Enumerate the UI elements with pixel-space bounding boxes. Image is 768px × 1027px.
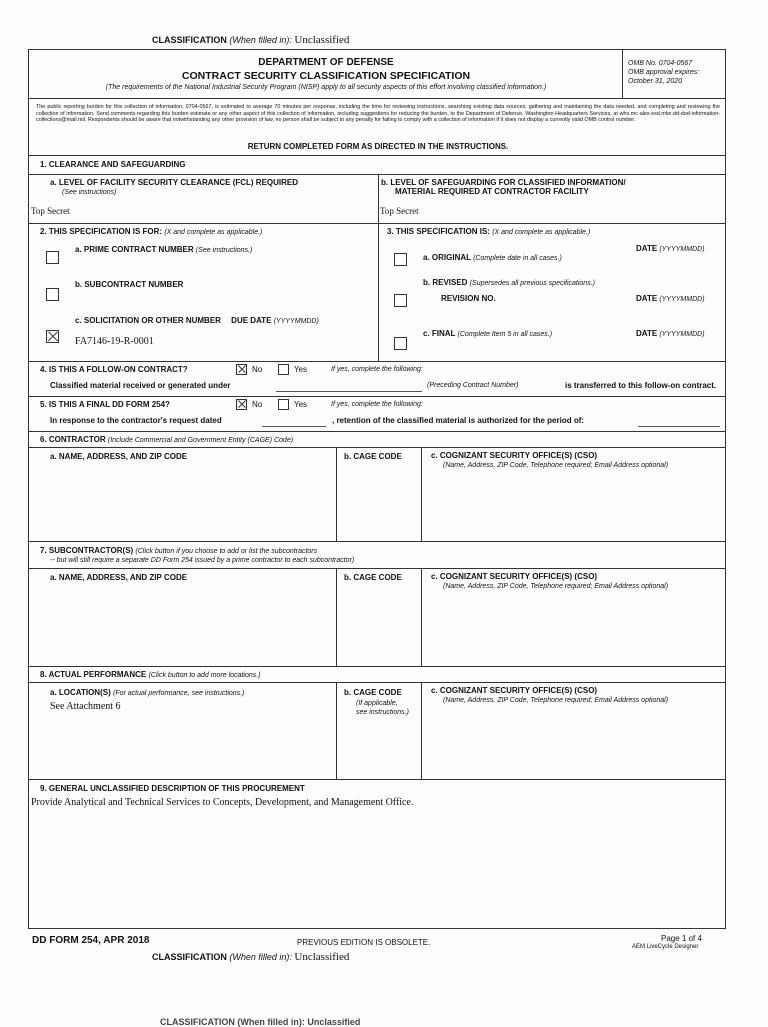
designer-note: AEM LiveCycle Designer: [632, 944, 699, 950]
s1a-label: a. LEVEL OF FACILITY SECURITY CLEARANCE (FCL) REQUIRED: [50, 178, 299, 187]
s3a-label: a. ORIGINAL (Complete date in all cases.): [423, 253, 562, 262]
s4-line-start: Classified material received or generated under: [50, 381, 231, 390]
s5-if-yes: If yes, complete the following:: [331, 401, 423, 408]
s1b-value[interactable]: Top Secret: [380, 206, 419, 216]
s5-yes-label: Yes: [294, 400, 308, 409]
s2c-checkbox[interactable]: [46, 330, 59, 343]
form-title: CONTRACT SECURITY CLASSIFICATION SPECIFICATION: [181, 70, 471, 82]
s3c-date-label: DATE (YYYYMMDD): [636, 329, 705, 338]
s7c-label: c. COGNIZANT SECURITY OFFICE(S) (CSO): [431, 572, 598, 581]
s2b-checkbox[interactable]: [46, 288, 59, 301]
section-6-title: 6. CONTRACTOR (Include Commercial and Government Entity (CAGE) Code): [40, 435, 294, 444]
classification-top: CLASSIFICATION (When filled in): Unclassified: [152, 34, 350, 46]
s2b-label: b. SUBCONTRACT NUMBER: [75, 280, 184, 289]
classification-bottom: CLASSIFICATION (When filled in): Unclassified: [152, 951, 350, 963]
s5-request-date-field[interactable]: [262, 426, 326, 427]
next-page-bleed: CLASSIFICATION (When filled in): Unclassified: [160, 1017, 361, 1027]
s3a-date-label: DATE (YYYYMMDD): [636, 244, 705, 253]
s8b-label: b. CAGE CODE: [344, 688, 402, 697]
section-5-title: 5. IS THIS A FINAL DD FORM 254?: [40, 400, 170, 409]
s2a-label: a. PRIME CONTRACT NUMBER (See instructions.): [75, 245, 253, 254]
s6c-label: c. COGNIZANT SECURITY OFFICE(S) (CSO): [431, 451, 598, 460]
s7a-label: a. NAME, ADDRESS, AND ZIP CODE: [50, 573, 188, 582]
s5-yes-checkbox[interactable]: [278, 399, 289, 410]
s4-yes-label: Yes: [294, 365, 308, 374]
s2a-checkbox[interactable]: [46, 251, 59, 264]
form-subtitle: (The requirements of the National Industrial Security Program (NISP) apply to all security aspects of this effort involving classified information.): [105, 84, 547, 91]
s5-no-checkbox[interactable]: [236, 399, 247, 410]
s6a-label: a. NAME, ADDRESS, AND ZIP CODE: [50, 452, 188, 461]
dept-title: DEPARTMENT OF DEFENSE: [258, 57, 394, 68]
s4-line-end: is transferred to this follow-on contract.: [565, 381, 717, 390]
section-7-title: 7. SUBCONTRACTOR(S) (Click button if you choose to add or list the subcontractors -- but will still require a separate DD Form 254 issued by a prime contractor to each subcontractor): [40, 546, 355, 564]
section-1-title: 1. CLEARANCE AND SAFEGUARDING: [40, 160, 186, 169]
section-9-title: 9. GENERAL UNCLASSIFIED DESCRIPTION OF THIS PROCUREMENT: [40, 784, 305, 793]
s3c-label: c. FINAL (Complete Item 5 in all cases.): [423, 329, 553, 338]
page-number: Page 1 of 4: [661, 934, 702, 943]
s1a-note: (See instructions): [62, 189, 117, 196]
form-number: DD FORM 254, APR 2018: [32, 935, 150, 946]
s7b-label: b. CAGE CODE: [344, 573, 402, 582]
s9-value[interactable]: Provide Analytical and Technical Services to Concepts, Development, and Management Office.: [31, 797, 414, 808]
section-2-title: 2. THIS SPECIFICATION IS FOR: (X and complete as applicable.): [40, 227, 263, 236]
s3b-revision-label: REVISION NO.: [441, 294, 496, 303]
s8b-note: (If applicable, see instructions.): [356, 700, 409, 716]
s1a-value[interactable]: Top Secret: [31, 206, 70, 216]
s6c-note: (Name, Address, ZIP Code, Telephone required; Email Address optional): [443, 462, 669, 469]
s5-line-mid: , retention of the classified material is authorized for the period of:: [332, 416, 585, 425]
s8a-label: a. LOCATION(S) (For actual performance, see instructions.): [50, 688, 245, 697]
obsolete-note: PREVIOUS EDITION IS OBSOLETE.: [297, 938, 431, 947]
s5-no-label: No: [252, 400, 263, 409]
s5-period-field[interactable]: [638, 426, 720, 427]
s2c-value[interactable]: FA7146-19-R-0001: [75, 336, 154, 347]
section-4-title: 4. IS THIS A FOLLOW-ON CONTRACT?: [40, 365, 188, 374]
s4-preceding: (Preceding Contract Number): [427, 382, 519, 389]
s5-line-start: In response to the contractor's request dated: [50, 416, 222, 425]
section-3-title: 3. THIS SPECIFICATION IS: (X and complete as applicable.): [387, 227, 591, 236]
burden-statement: The public reporting burden for this collection of information, 0704-0567, is estimated to average 70 minutes per response, including the time for reviewing instructions, searching existing data sources, gathering and maintaining the data needed, and completing and reviewing the collection of information. Send comments regarding this burden estimate or any other aspect of this collection of information, including suggestions for reducing the burden, to the Department of Defense, Washington Headquarters Services, at whs.mc-alex.esd.mbx.dd-dod-information-collections@mail.mil. Respondents should be aware that notwithstanding any other provision of law, no person shall be subject to any penalty for failing to comply with a collection of information if it does not display a currently valid OMB control number.: [36, 104, 720, 124]
omb-box: OMB No. 0704-0567 OMB approval expires: October 31, 2020: [628, 60, 700, 85]
s6b-label: b. CAGE CODE: [344, 452, 402, 461]
s1b-label: b. LEVEL OF SAFEGUARDING FOR CLASSIFIED INFORMATION/ MATERIAL REQUIRED AT CONTRACTOR FACILITY: [381, 178, 626, 196]
section-8-title: 8. ACTUAL PERFORMANCE (Click button to add more locations.): [40, 670, 261, 679]
s4-if-yes: If yes, complete the following:: [331, 366, 423, 373]
s3b-checkbox[interactable]: [394, 294, 407, 307]
s4-yes-checkbox[interactable]: [278, 364, 289, 375]
s7c-note: (Name, Address, ZIP Code, Telephone required; Email Address optional): [443, 583, 669, 590]
s3a-checkbox[interactable]: [394, 253, 407, 266]
s3b-date-label: DATE (YYYYMMDD): [636, 294, 705, 303]
s4-no-checkbox[interactable]: [236, 364, 247, 375]
s8c-label: c. COGNIZANT SECURITY OFFICE(S) (CSO): [431, 686, 598, 695]
s3c-checkbox[interactable]: [394, 337, 407, 350]
s3b-label: b. REVISED (Supersedes all previous specifications.): [423, 278, 595, 287]
omb-divider: [622, 50, 623, 98]
s2c-label: c. SOLICITATION OR OTHER NUMBER DUE DATE (YYYYMMDD): [75, 316, 319, 325]
s4-no-label: No: [252, 365, 263, 374]
s4-contract-field[interactable]: [276, 391, 422, 392]
s8c-note: (Name, Address, ZIP Code, Telephone required; Email Address optional): [443, 697, 669, 704]
return-instruction: RETURN COMPLETED FORM AS DIRECTED IN THE INSTRUCTIONS.: [247, 142, 509, 151]
s8a-value[interactable]: See Attachment 6: [50, 701, 121, 712]
